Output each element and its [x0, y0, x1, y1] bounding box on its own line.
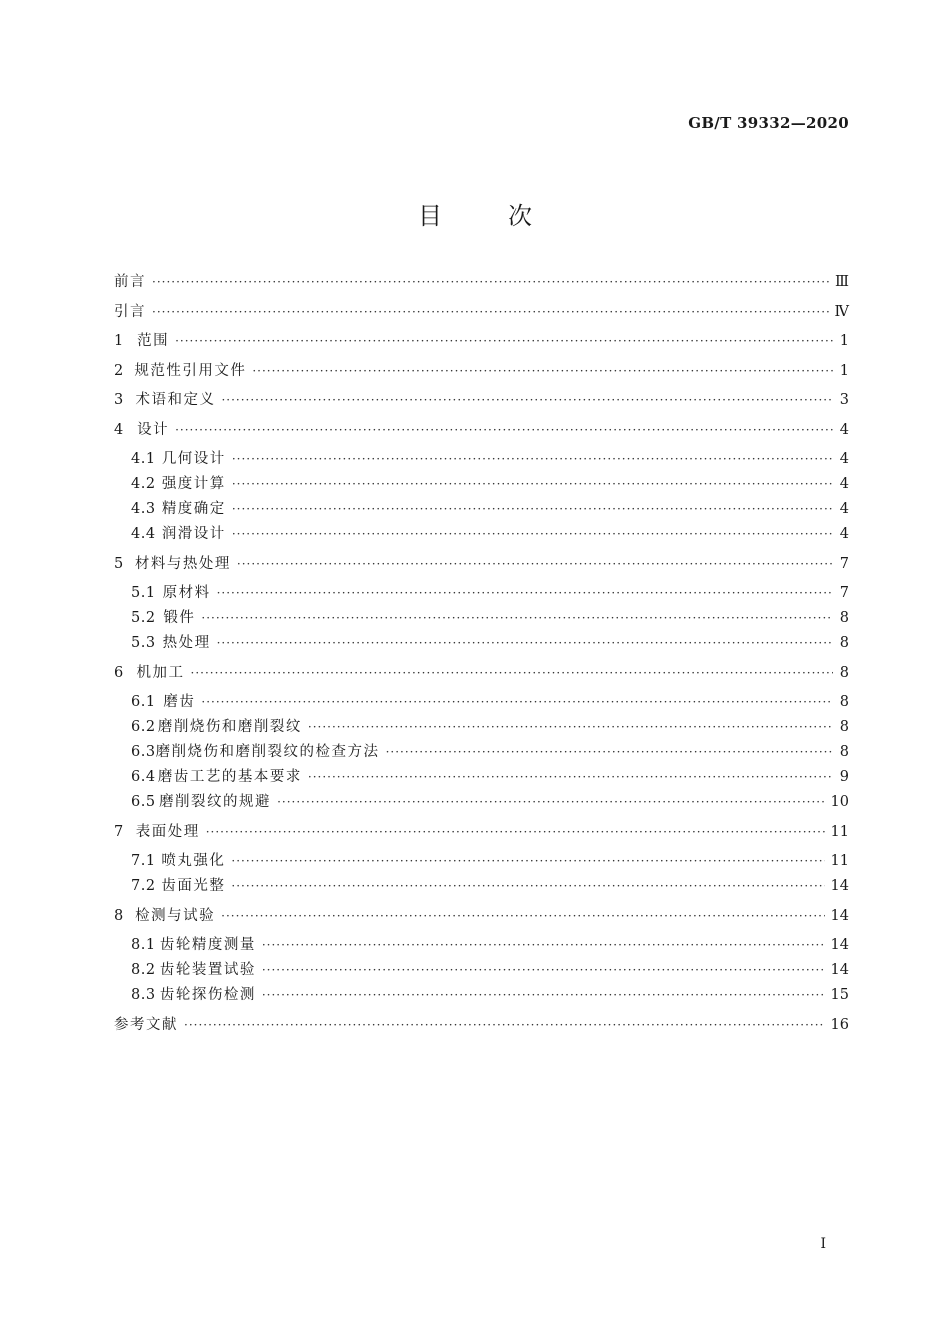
- toc-entry-page: 8: [839, 610, 849, 626]
- dot-leader: [237, 557, 833, 571]
- dot-leader: [386, 745, 833, 759]
- toc-entry-label: 参考文献: [114, 1016, 178, 1033]
- dot-leader: [252, 364, 833, 378]
- toc-entry-label: 精度确定: [161, 501, 226, 517]
- toc-entry-label: 表面处理: [135, 823, 200, 840]
- standard-code: GB/T 39332—2020: [688, 114, 849, 132]
- toc-entry[interactable]: [114, 329, 849, 359]
- toc-entry-number: 8.2: [131, 962, 156, 978]
- toc-entry[interactable]: [114, 359, 849, 389]
- toc-entry-label: 材料与热处理: [134, 555, 231, 572]
- toc-entry-label: 检测与试验: [135, 907, 216, 924]
- toc-entry-number: 5.3: [131, 635, 156, 651]
- toc-entry-label: 锻件: [163, 610, 196, 626]
- toc-entry-page: 8: [839, 664, 849, 681]
- toc-entry-number: 6.5: [131, 794, 156, 810]
- toc-entry-label: 强度计算: [161, 476, 226, 492]
- dot-leader: [221, 393, 833, 407]
- dot-leader: [175, 423, 833, 437]
- toc-entry-number: 6: [114, 664, 125, 681]
- toc-entry-label: 磨齿工艺的基本要求: [157, 769, 302, 785]
- toc-subentry[interactable]: [114, 690, 849, 715]
- toc-entry-number: 7.2: [131, 878, 156, 894]
- toc-entry[interactable]: [114, 552, 849, 582]
- toc-entry-label: 范围: [137, 333, 170, 349]
- toc-entry-number: 8.1: [131, 937, 156, 953]
- toc-subentry[interactable]: [114, 715, 849, 740]
- dot-leader: [231, 854, 824, 868]
- toc-subentry[interactable]: [114, 581, 849, 606]
- toc-entry-number: 8: [114, 907, 125, 924]
- toc-entry-number: 7: [114, 823, 125, 840]
- toc-entry-page: 14: [830, 937, 849, 953]
- toc-entry-number: 2: [114, 362, 125, 379]
- toc-entry-number: 5.1: [131, 585, 156, 601]
- toc-entry-label: 齿轮探伤检测: [159, 987, 256, 1003]
- toc-subentry[interactable]: [114, 447, 849, 472]
- dot-leader: [232, 527, 833, 541]
- toc-entry[interactable]: [114, 300, 849, 330]
- toc-entry-number: 6.1: [131, 694, 156, 710]
- toc-entry-label: 几何设计: [161, 451, 226, 467]
- dot-leader: [206, 825, 825, 839]
- dot-leader: [191, 666, 833, 680]
- toc-entry-label: 磨齿: [163, 694, 196, 710]
- dot-leader: [232, 477, 833, 491]
- toc-subentry[interactable]: [114, 874, 849, 904]
- toc-entry-page: 14: [830, 878, 849, 894]
- dot-leader: [277, 795, 824, 809]
- toc-entry[interactable]: [114, 820, 849, 850]
- toc-entry-page: 4: [839, 526, 849, 542]
- toc-entry-label: 齿轮精度测量: [159, 937, 256, 953]
- toc-entry-label: 磨削裂纹的规避: [159, 794, 272, 810]
- toc-title-char: 目: [418, 202, 442, 230]
- toc-entry-number: 7.1: [131, 853, 156, 869]
- toc-entry-page: 11: [830, 823, 849, 840]
- toc-subentry[interactable]: [114, 606, 849, 631]
- toc-entry[interactable]: [114, 661, 849, 691]
- toc-entry-number: 1: [114, 333, 125, 349]
- toc-subentry[interactable]: [114, 765, 849, 790]
- toc-entry-label: 引言: [114, 303, 146, 320]
- toc-entry-page: 1: [839, 333, 849, 349]
- dot-leader: [232, 502, 833, 516]
- toc-entry-page: 4: [839, 451, 849, 467]
- toc-entry-page: 8: [839, 694, 849, 710]
- toc-entry-page: 11: [830, 853, 849, 869]
- toc-entry-label: 设计: [137, 421, 170, 438]
- dot-leader: [308, 720, 833, 734]
- toc-entry-label: 磨削烧伤和磨削裂纹的检查方法: [155, 744, 380, 760]
- toc-entry-page: 8: [839, 635, 849, 651]
- toc-entry-number: 4.2: [131, 476, 156, 492]
- toc-entry-number: 5: [114, 555, 125, 572]
- toc-subentry[interactable]: [114, 849, 849, 874]
- dot-leader: [175, 334, 833, 348]
- dot-leader: [262, 963, 825, 977]
- toc-entry-page: Ⅳ: [834, 303, 849, 320]
- toc-subentry[interactable]: [114, 522, 849, 552]
- toc-entry[interactable]: [114, 904, 849, 934]
- toc-entry-page: 7: [839, 585, 849, 601]
- toc-entry-page: 8: [839, 719, 849, 735]
- toc-entry[interactable]: [114, 1013, 849, 1043]
- toc-subentry[interactable]: [114, 790, 849, 820]
- toc-entry-label: 磨削烧伤和磨削裂纹: [157, 719, 302, 735]
- toc-subentry[interactable]: [114, 472, 849, 497]
- toc-entry-page: 10: [830, 794, 849, 810]
- toc-entry-label: 原材料: [162, 585, 211, 601]
- toc-entry-page: 3: [839, 392, 849, 408]
- toc-entry-page: 4: [839, 501, 849, 517]
- toc-subentry[interactable]: [114, 958, 849, 983]
- toc-entry-label: 规范性引用文件: [134, 362, 247, 379]
- toc-entry-number: 4.3: [131, 501, 156, 517]
- toc-entry-number: 5.2: [131, 610, 156, 626]
- toc-entry-page: 14: [830, 962, 849, 978]
- toc-entry-page: Ⅲ: [835, 274, 849, 290]
- toc-entry-page: 8: [839, 744, 849, 760]
- dot-leader: [152, 275, 829, 289]
- toc-entry-label: 机加工: [136, 664, 185, 681]
- toc-entry-page: 1: [839, 362, 849, 379]
- toc-entry-page: 16: [830, 1016, 849, 1033]
- toc-entry-page: 7: [839, 555, 849, 572]
- toc-entry[interactable]: [114, 270, 849, 300]
- toc-entry-label: 喷丸强化: [161, 853, 226, 869]
- dot-leader: [217, 636, 833, 650]
- toc-entry-label: 齿轮装置试验: [159, 962, 256, 978]
- toc-entry-label: 齿面光整: [161, 878, 226, 894]
- dot-leader: [308, 770, 833, 784]
- dot-leader: [262, 938, 825, 952]
- toc-entry-page: 4: [839, 476, 849, 492]
- dot-leader: [152, 305, 829, 319]
- dot-leader: [232, 452, 833, 466]
- table-of-contents: [114, 270, 849, 1042]
- toc-subentry[interactable]: [114, 631, 849, 661]
- toc-entry[interactable]: [114, 388, 849, 418]
- toc-entry-number: 8.3: [131, 987, 156, 1003]
- toc-entry-page: 15: [830, 987, 849, 1003]
- dot-leader: [201, 695, 833, 709]
- dot-leader: [231, 879, 824, 893]
- dot-leader: [201, 611, 833, 625]
- toc-entry-label: 术语和定义: [135, 392, 216, 408]
- toc-title: [0, 196, 950, 231]
- toc-entry-label: 润滑设计: [161, 526, 226, 542]
- toc-title-char: 次: [508, 202, 532, 230]
- dot-leader: [217, 586, 833, 600]
- toc-subentry[interactable]: [114, 497, 849, 522]
- toc-entry-number: 6.2: [131, 719, 156, 735]
- toc-subentry[interactable]: [114, 740, 849, 765]
- toc-entry-number: 3: [114, 392, 125, 408]
- page-number: Ⅰ: [820, 1236, 826, 1252]
- toc-entry-page: 4: [839, 421, 849, 438]
- toc-entry-page: 14: [830, 907, 849, 924]
- toc-entry-number: 4.4: [131, 526, 156, 542]
- toc-entry[interactable]: [114, 418, 849, 448]
- dot-leader: [221, 909, 824, 923]
- toc-entry-number: 6.4: [131, 769, 156, 785]
- toc-subentry[interactable]: [114, 933, 849, 958]
- dot-leader: [262, 988, 825, 1002]
- toc-entry-number: 4.1: [131, 451, 156, 467]
- toc-entry-label: 前言: [114, 274, 146, 290]
- toc-entry-page: 9: [839, 769, 849, 785]
- toc-subentry[interactable]: [114, 983, 849, 1013]
- toc-entry-number: 4: [114, 421, 125, 438]
- dot-leader: [184, 1018, 825, 1032]
- toc-entry-number: 6.3: [131, 744, 156, 760]
- toc-entry-label: 热处理: [162, 635, 211, 651]
